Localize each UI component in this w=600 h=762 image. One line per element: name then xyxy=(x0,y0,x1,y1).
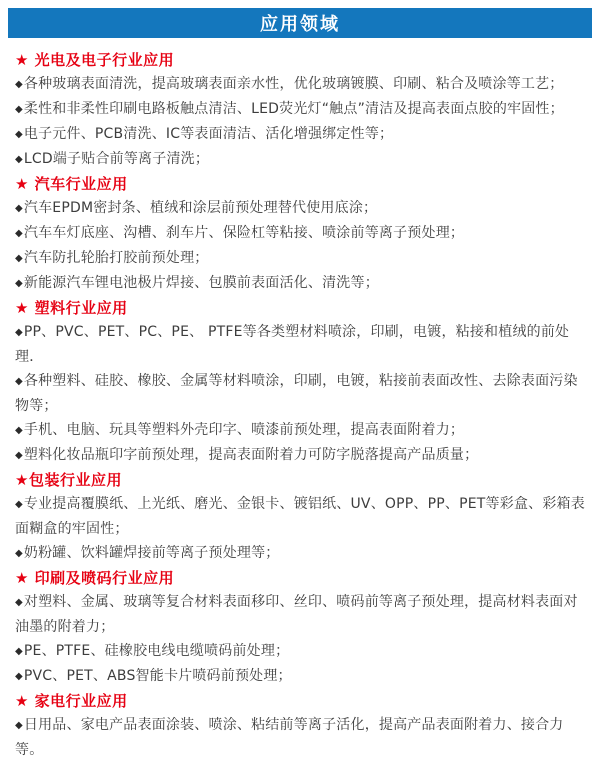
bullet-item xyxy=(15,369,585,418)
diamond-bullet-icon: ◆ xyxy=(15,104,23,115)
bullet-item xyxy=(15,122,585,147)
bullet-item-text: PVC、PET、ABS智能卡片喷码前预处理； xyxy=(23,668,292,684)
diamond-bullet-icon: ◆ xyxy=(15,253,23,264)
diamond-bullet-icon: ◆ xyxy=(15,450,23,461)
diamond-bullet-icon: ◆ xyxy=(15,154,23,165)
section-header: ★ 汽车行业应用 xyxy=(15,175,128,193)
bullet-item-text: 对塑料、金属、玻璃等复合材料表面移印、丝印、喷码前等离子预处理，提高材料表面对油墨的附着力； xyxy=(15,594,578,635)
bullet-item-text: 各种玻璃表面清洗，提高玻璃表面亲水性，优化玻璃镀膜、印刷、粘合及喷涂等工艺； xyxy=(23,76,564,92)
bullet-item xyxy=(15,418,585,443)
section-header: ★ 家电行业应用 xyxy=(15,692,128,710)
diamond-bullet-icon: ◆ xyxy=(15,671,23,682)
page-title-banner xyxy=(8,8,592,38)
bullet-item xyxy=(15,221,585,246)
diamond-bullet-icon: ◆ xyxy=(15,79,23,90)
bullet-item-text: PP、PVC、PET、PC、PE、 PTFE等各类塑材料喷涂，印刷，电镀，粘接和植绒的前处理． xyxy=(15,324,570,365)
bullet-item-text: 专业提高覆膜纸、上光纸、磨光、金银卡、镀铝纸、UV、OPP、PP、PET等彩盒、彩箱表面糊盒的牢固性； xyxy=(15,496,585,537)
bullet-item xyxy=(15,590,585,639)
bullet-item xyxy=(15,639,585,664)
bullet-item xyxy=(15,713,585,762)
bullet-item-text: 汽车车灯底座、沟槽、刹车片、保险杠等粘接、喷涂前等离子预处理； xyxy=(23,225,465,241)
bullet-item xyxy=(15,196,585,221)
bullet-item xyxy=(15,246,585,271)
bullet-item xyxy=(15,271,585,296)
bullet-item xyxy=(15,541,585,566)
diamond-bullet-icon: ◆ xyxy=(15,327,23,338)
section-header: ★包装行业应用 xyxy=(15,471,122,489)
diamond-bullet-icon: ◆ xyxy=(15,203,23,214)
bullet-item xyxy=(15,664,585,689)
bullet-item xyxy=(15,97,585,122)
diamond-bullet-icon: ◆ xyxy=(15,548,23,559)
bullet-item-text: 塑料化妆品瓶印字前预处理，提高表面附着力可防字脱落提高产品质量； xyxy=(23,447,479,463)
section-header: ★ 光电及电子行业应用 xyxy=(15,51,175,69)
bullet-item-text: 柔性和非柔性印刷电路板触点清洁、LED荧光灯“触点”清洁及提高表面点胶的牢固性； xyxy=(23,101,564,117)
diamond-bullet-icon: ◆ xyxy=(15,228,23,239)
section-header: ★ 塑料行业应用 xyxy=(15,299,128,317)
diamond-bullet-icon: ◆ xyxy=(15,720,23,731)
bullet-item-text: PE、PTFE、硅橡胶电线电缆喷码前处理； xyxy=(23,643,290,659)
bullet-item xyxy=(15,72,585,97)
bullet-item xyxy=(15,443,585,468)
bullet-item xyxy=(15,147,585,172)
bullet-item-text: 日用品、家电产品表面涂装、喷涂、粘结前等离子活化，提高产品表面附着力、接合力等。 xyxy=(15,717,564,758)
bullet-item-text: 新能源汽车锂电池极片焊接、包膜前表面活化、清洗等； xyxy=(23,275,379,291)
bullet-item-text: 手机、电脑、玩具等塑料外壳印字、喷漆前预处理，提高表面附着力； xyxy=(23,422,465,438)
page-title: 应用领域 xyxy=(260,14,340,35)
diamond-bullet-icon: ◆ xyxy=(15,499,23,510)
application-sections xyxy=(0,38,600,762)
diamond-bullet-icon: ◆ xyxy=(15,376,23,387)
bullet-item-text: 汽车EPDM密封条、植绒和涂层前预处理替代使用底涂； xyxy=(23,200,378,216)
diamond-bullet-icon: ◆ xyxy=(15,425,23,436)
diamond-bullet-icon: ◆ xyxy=(15,646,23,657)
bullet-item-text: 奶粉罐、饮料罐焊接前等离子预处理等； xyxy=(23,545,280,561)
bullet-item-text: 电子元件、PCB清洗、IC等表面清洁、活化增强绑定性等； xyxy=(23,126,394,142)
bullet-item xyxy=(15,492,585,541)
bullet-item-text: 各种塑料、硅胶、橡胶、金属等材料喷涂，印刷，电镀，粘接前表面改性、去除表面污染物等； xyxy=(15,373,578,414)
bullet-item-text: 汽车防扎轮胎打胶前预处理； xyxy=(23,250,209,266)
bullet-item xyxy=(15,320,585,369)
section-header: ★ 印刷及喷码行业应用 xyxy=(15,569,175,587)
diamond-bullet-icon: ◆ xyxy=(15,597,23,608)
diamond-bullet-icon: ◆ xyxy=(15,129,23,140)
diamond-bullet-icon: ◆ xyxy=(15,278,23,289)
bullet-item-text: LCD端子贴合前等离子清洗； xyxy=(23,151,210,167)
